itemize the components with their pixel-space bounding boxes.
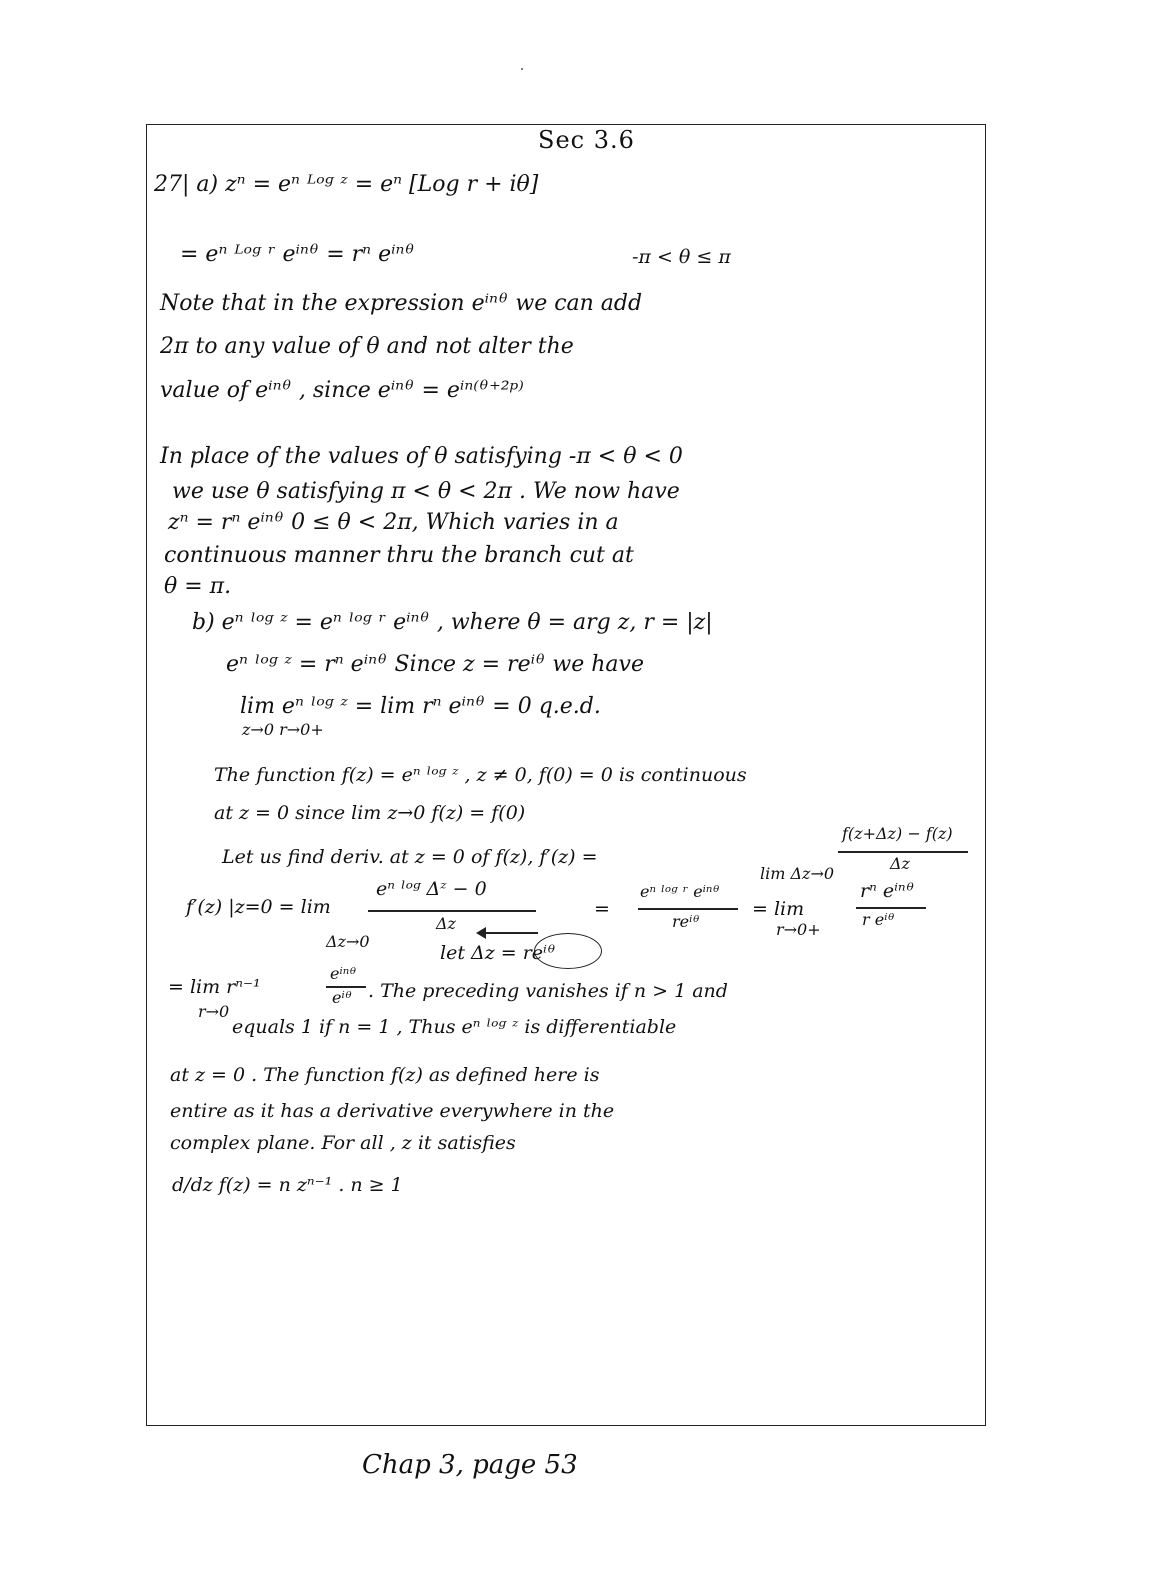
line-limit-power: = lim rⁿ⁻¹ bbox=[168, 976, 261, 998]
ratio-numerator: eⁱⁿᶿ bbox=[330, 964, 357, 983]
line-we-use: we use θ satisfying π < θ < 2π . We now have bbox=[172, 479, 680, 504]
line-complex-plane: complex plane. For all , z it satisfies bbox=[170, 1132, 516, 1154]
line-find-derivative: Let us find deriv. at z = 0 of f(z), f′(z) = bbox=[222, 846, 598, 868]
ratio-denominator: eⁱᶿ bbox=[332, 988, 353, 1007]
derivative-limit: lim Δz→0 bbox=[760, 864, 835, 883]
derivative-fraction-bar bbox=[838, 851, 968, 853]
line-derivative-at-zero: f′(z) |z=0 = lim bbox=[186, 896, 331, 918]
line-limit-subscripts: z→0 r→0+ bbox=[242, 720, 324, 739]
frac2-numerator: eⁿ ˡᵒᵍ ʳ eⁱⁿᶿ bbox=[640, 882, 720, 901]
derivative-numerator: f(z+Δz) − f(z) bbox=[842, 824, 953, 843]
line-limit: lim eⁿ ˡᵒᵍ ᶻ = lim rⁿ eⁱⁿᶿ = 0 q.e.d. bbox=[240, 694, 601, 719]
line-new-range: zⁿ = rⁿ eⁱⁿᶿ 0 ≤ θ < 2π, Which varies in a bbox=[168, 510, 619, 535]
line-function-defined: at z = 0 . The function f(z) as defined here is bbox=[170, 1064, 600, 1086]
line-at-z0: at z = 0 since lim z→0 f(z) = f(0) bbox=[214, 802, 526, 824]
line-since-z: eⁿ ˡᵒᵍ ᶻ = rⁿ eⁱⁿᶿ Since z = reⁱᶿ we have bbox=[226, 652, 644, 677]
line-continuous: continuous manner thru the branch cut at bbox=[164, 543, 634, 568]
limit-r-sub: r→0+ bbox=[776, 920, 821, 939]
line-theta-range: -π < θ ≤ π bbox=[632, 246, 731, 268]
frac3-denominator: r eⁱᶿ bbox=[862, 910, 895, 929]
frac3-bar bbox=[856, 907, 926, 909]
frac3-numerator: rⁿ eⁱⁿᶿ bbox=[860, 880, 915, 902]
equals-sign: = bbox=[594, 898, 610, 920]
line-equals-one: equals 1 if n = 1 , Thus eⁿ ˡᵒᵍ ᶻ is differentiable bbox=[232, 1016, 677, 1038]
line-value-unchanged: value of eⁱⁿᶿ , since eⁱⁿᶿ = eⁱⁿ⁽ᶿ⁺²ᵖ⁾ bbox=[160, 378, 524, 403]
frac1-denominator: Δz bbox=[436, 914, 456, 933]
scan-speck bbox=[521, 68, 523, 70]
line-entire: entire as it has a derivative everywhere in the bbox=[170, 1100, 615, 1122]
line-vanishes: . The preceding vanishes if n > 1 and bbox=[368, 980, 728, 1002]
line-27b-definition: b) eⁿ ˡᵒᵍ ᶻ = eⁿ ˡᵒᵍ ʳ eⁱⁿᶿ , where θ = arg z, r = |z| bbox=[192, 610, 713, 635]
line-note: Note that in the expression eⁱⁿᶿ we can add bbox=[160, 291, 643, 316]
page-footer: Chap 3, page 53 bbox=[362, 1450, 578, 1480]
line-polar-form: = eⁿ ᴸᵒᵍ ʳ eⁱⁿᶿ = rⁿ eⁱⁿᶿ bbox=[180, 242, 415, 267]
frac1-numerator: eⁿ ˡᵒᵍ Δᶻ − 0 bbox=[376, 878, 487, 900]
limit-r: = lim bbox=[752, 898, 805, 920]
line-limit-power-sub: r→0 bbox=[198, 1002, 230, 1021]
derivative-denominator: Δz bbox=[890, 854, 910, 873]
line-theta-pi: θ = π. bbox=[164, 574, 232, 599]
substitution-arrow bbox=[478, 932, 538, 934]
line-add-2pi: 2π to any value of θ and not alter the bbox=[160, 334, 574, 359]
frac2-bar bbox=[638, 908, 738, 910]
line-in-place-of: In place of the values of θ satisfying -π < θ < 0 bbox=[160, 444, 683, 469]
section-header: Sec 3.6 bbox=[538, 126, 635, 154]
line-function-continuous: The function f(z) = eⁿ ˡᵒᵍ ᶻ , z ≠ 0, f(0) = 0 is continuous bbox=[214, 764, 747, 786]
line-final-derivative: d/dz f(z) = n zⁿ⁻¹ . n ≥ 1 bbox=[172, 1174, 403, 1196]
line-let-dz: let Δz = reⁱᶿ bbox=[440, 942, 556, 964]
frac1-bar bbox=[368, 910, 536, 912]
line-27a-definition: 27| a) zⁿ = eⁿ ᴸᵒᵍ ᶻ = eⁿ [Log r + iθ] bbox=[154, 172, 539, 197]
line-derivative-limit-sub: Δz→0 bbox=[326, 932, 370, 951]
frac2-denominator: reⁱᶿ bbox=[672, 912, 700, 931]
